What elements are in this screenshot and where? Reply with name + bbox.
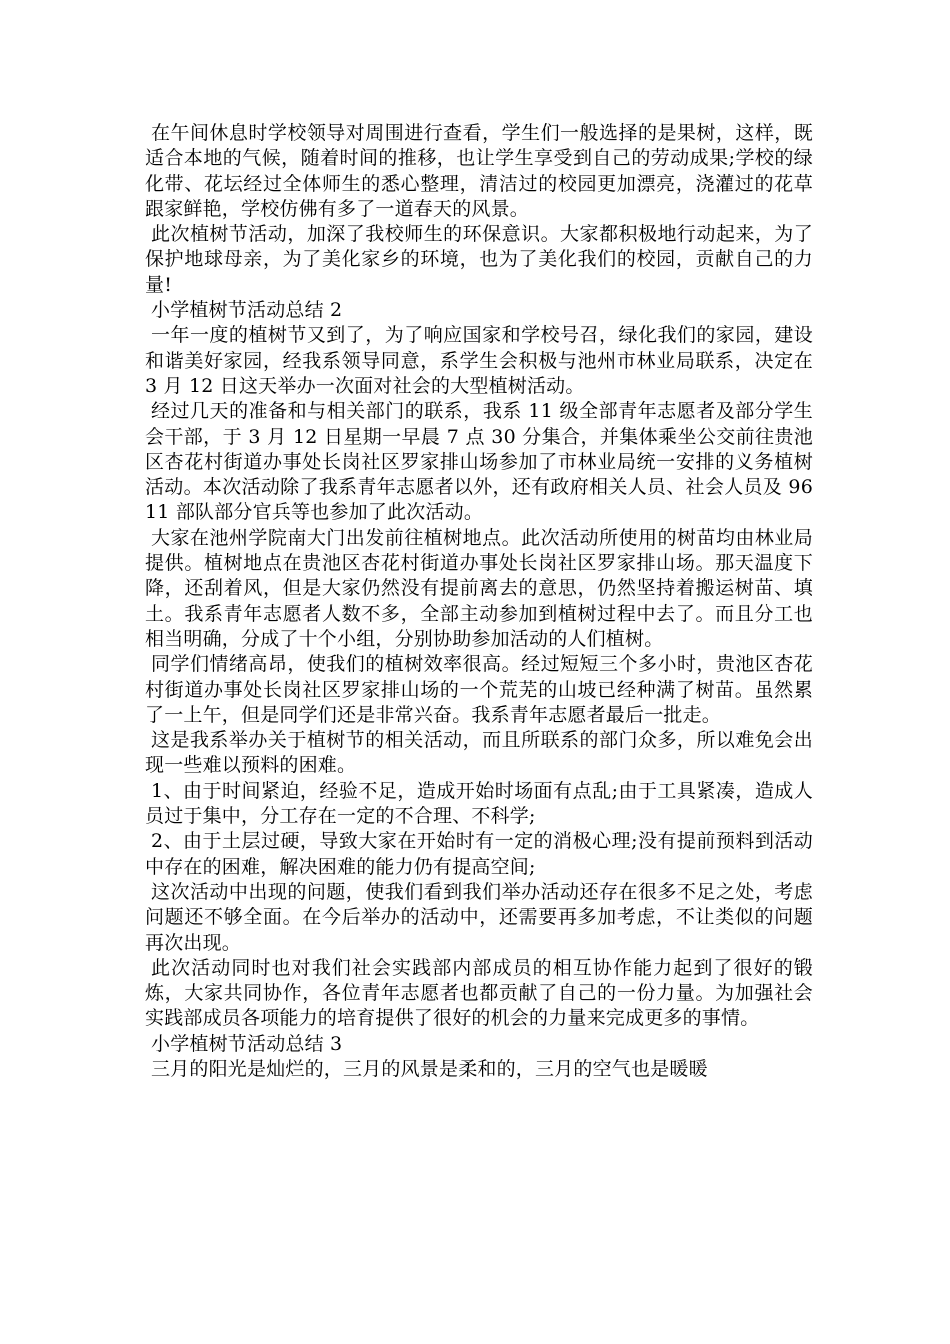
paragraph-student-enthusiasm: 同学们情绪高昂，使我们的植树效率很高。经过短短三个多小时，贵池区杏花村街道办事处长岗社区罗家排山场的一个荒芜的山坡已经种满了树苗。虽然累了一上午，但是同学们还是非常兴奋。我系青年志愿者最后一批走。 [145, 653, 813, 726]
paragraph-preparation: 经过几天的准备和与相关部门的联系，我系 11 级全部青年志愿者及部分学生会干部，于 3 月 12 日星期一早晨 7 点 30 分集合，并集体乘坐公交前往贵池区杏花村街道办事处长岗社区罗家排山场参加了市林业局统一安排的义务植树活动。本次活动除了我系青年志愿者以外，还有政府相关人员、社会人员及 9611 部队部分官兵等也参加了此次活动。 [145, 400, 813, 524]
paragraph-arbor-day-intro: 一年一度的植树节又到了，为了响应国家和学校号召，绿化我们的家园，建设和谐美好家园，经我系领导同意，系学生会积极与池州市林业局联系，决定在 3 月 12 日这天举办一次面对社会的大型植树活动。 [145, 324, 813, 397]
paragraph-planting-site: 大家在池州学院南大门出发前往植树地点。此次活动所使用的树苗均由林业局提供。植树地点在贵池区杏花村街道办事处长岗社区罗家排山场。那天温度下降，还刮着风，但是大家仍然没有提前离去的意思，仍然坚持着搬运树苗、填土。我系青年志愿者人数不多，全部主动参加到植树过程中去了。而且分工也相当明确，分成了十个小组，分别协助参加活动的人们植树。 [145, 526, 813, 650]
document-body [145, 121, 813, 1082]
paragraph-difficulties-intro: 这是我系举办关于植树节的相关活动，而且所联系的部门众多，所以难免会出现一些难以预料的困难。 [145, 729, 813, 777]
paragraph-difficulty-2: 2、由于土层过硬，导致大家在开始时有一定的消极心理;没有提前预料到活动中存在的困难，解决困难的能力仍有提高空间; [145, 830, 813, 878]
paragraph-environmental-awareness: 此次植树节活动，加深了我校师生的环保意识。大家都积极地行动起来，为了保护地球母亲，为了美化家乡的环境，也为了美化我们的校园，贡献自己的力量! [145, 223, 813, 296]
paragraph-lessons-learned: 这次活动中出现的问题，使我们看到我们举办活动还存在很多不足之处，考虑问题还不够全面。在今后举办的活动中，还需要再多加考虑，不让类似的问题再次出现。 [145, 880, 813, 954]
paragraph-difficulty-1: 1、由于时间紧迫，经验不足，造成开始时场面有点乱;由于工具紧凑，造成人员过于集中，分工存在一定的不合理、不科学; [145, 779, 813, 828]
section-heading-summary-3: 小学植树节活动总结 3 [151, 1032, 343, 1055]
section-heading-summary-2: 小学植树节活动总结 2 [151, 299, 343, 322]
paragraph-school-inspection: 在午间休息时学校领导对周围进行查看，学生们一般选择的是果树，这样，既适合本地的气候，随着时间的推移，也让学生享受到自己的劳动成果;学校的绿化带、花坛经过全体师生的悉心整理，清洁过的校园更加漂亮，浇灌过的花草跟家鲜艳，学校仿佛有多了一道春天的风景。 [145, 122, 813, 220]
paragraph-march-sunshine: 三月的阳光是灿烂的，三月的风景是柔和的，三月的空气也是暖暖 [151, 1057, 708, 1080]
paragraph-teamwork: 此次活动同时也对我们社会实践部内部成员的相互协作能力起到了很好的锻炼，大家共同协作，各位青年志愿者也都贡献了自己的一份力量。为加强社会实践部成员各项能力的培育提供了很好的机会的力量来完成更多的事情。 [145, 956, 813, 1030]
